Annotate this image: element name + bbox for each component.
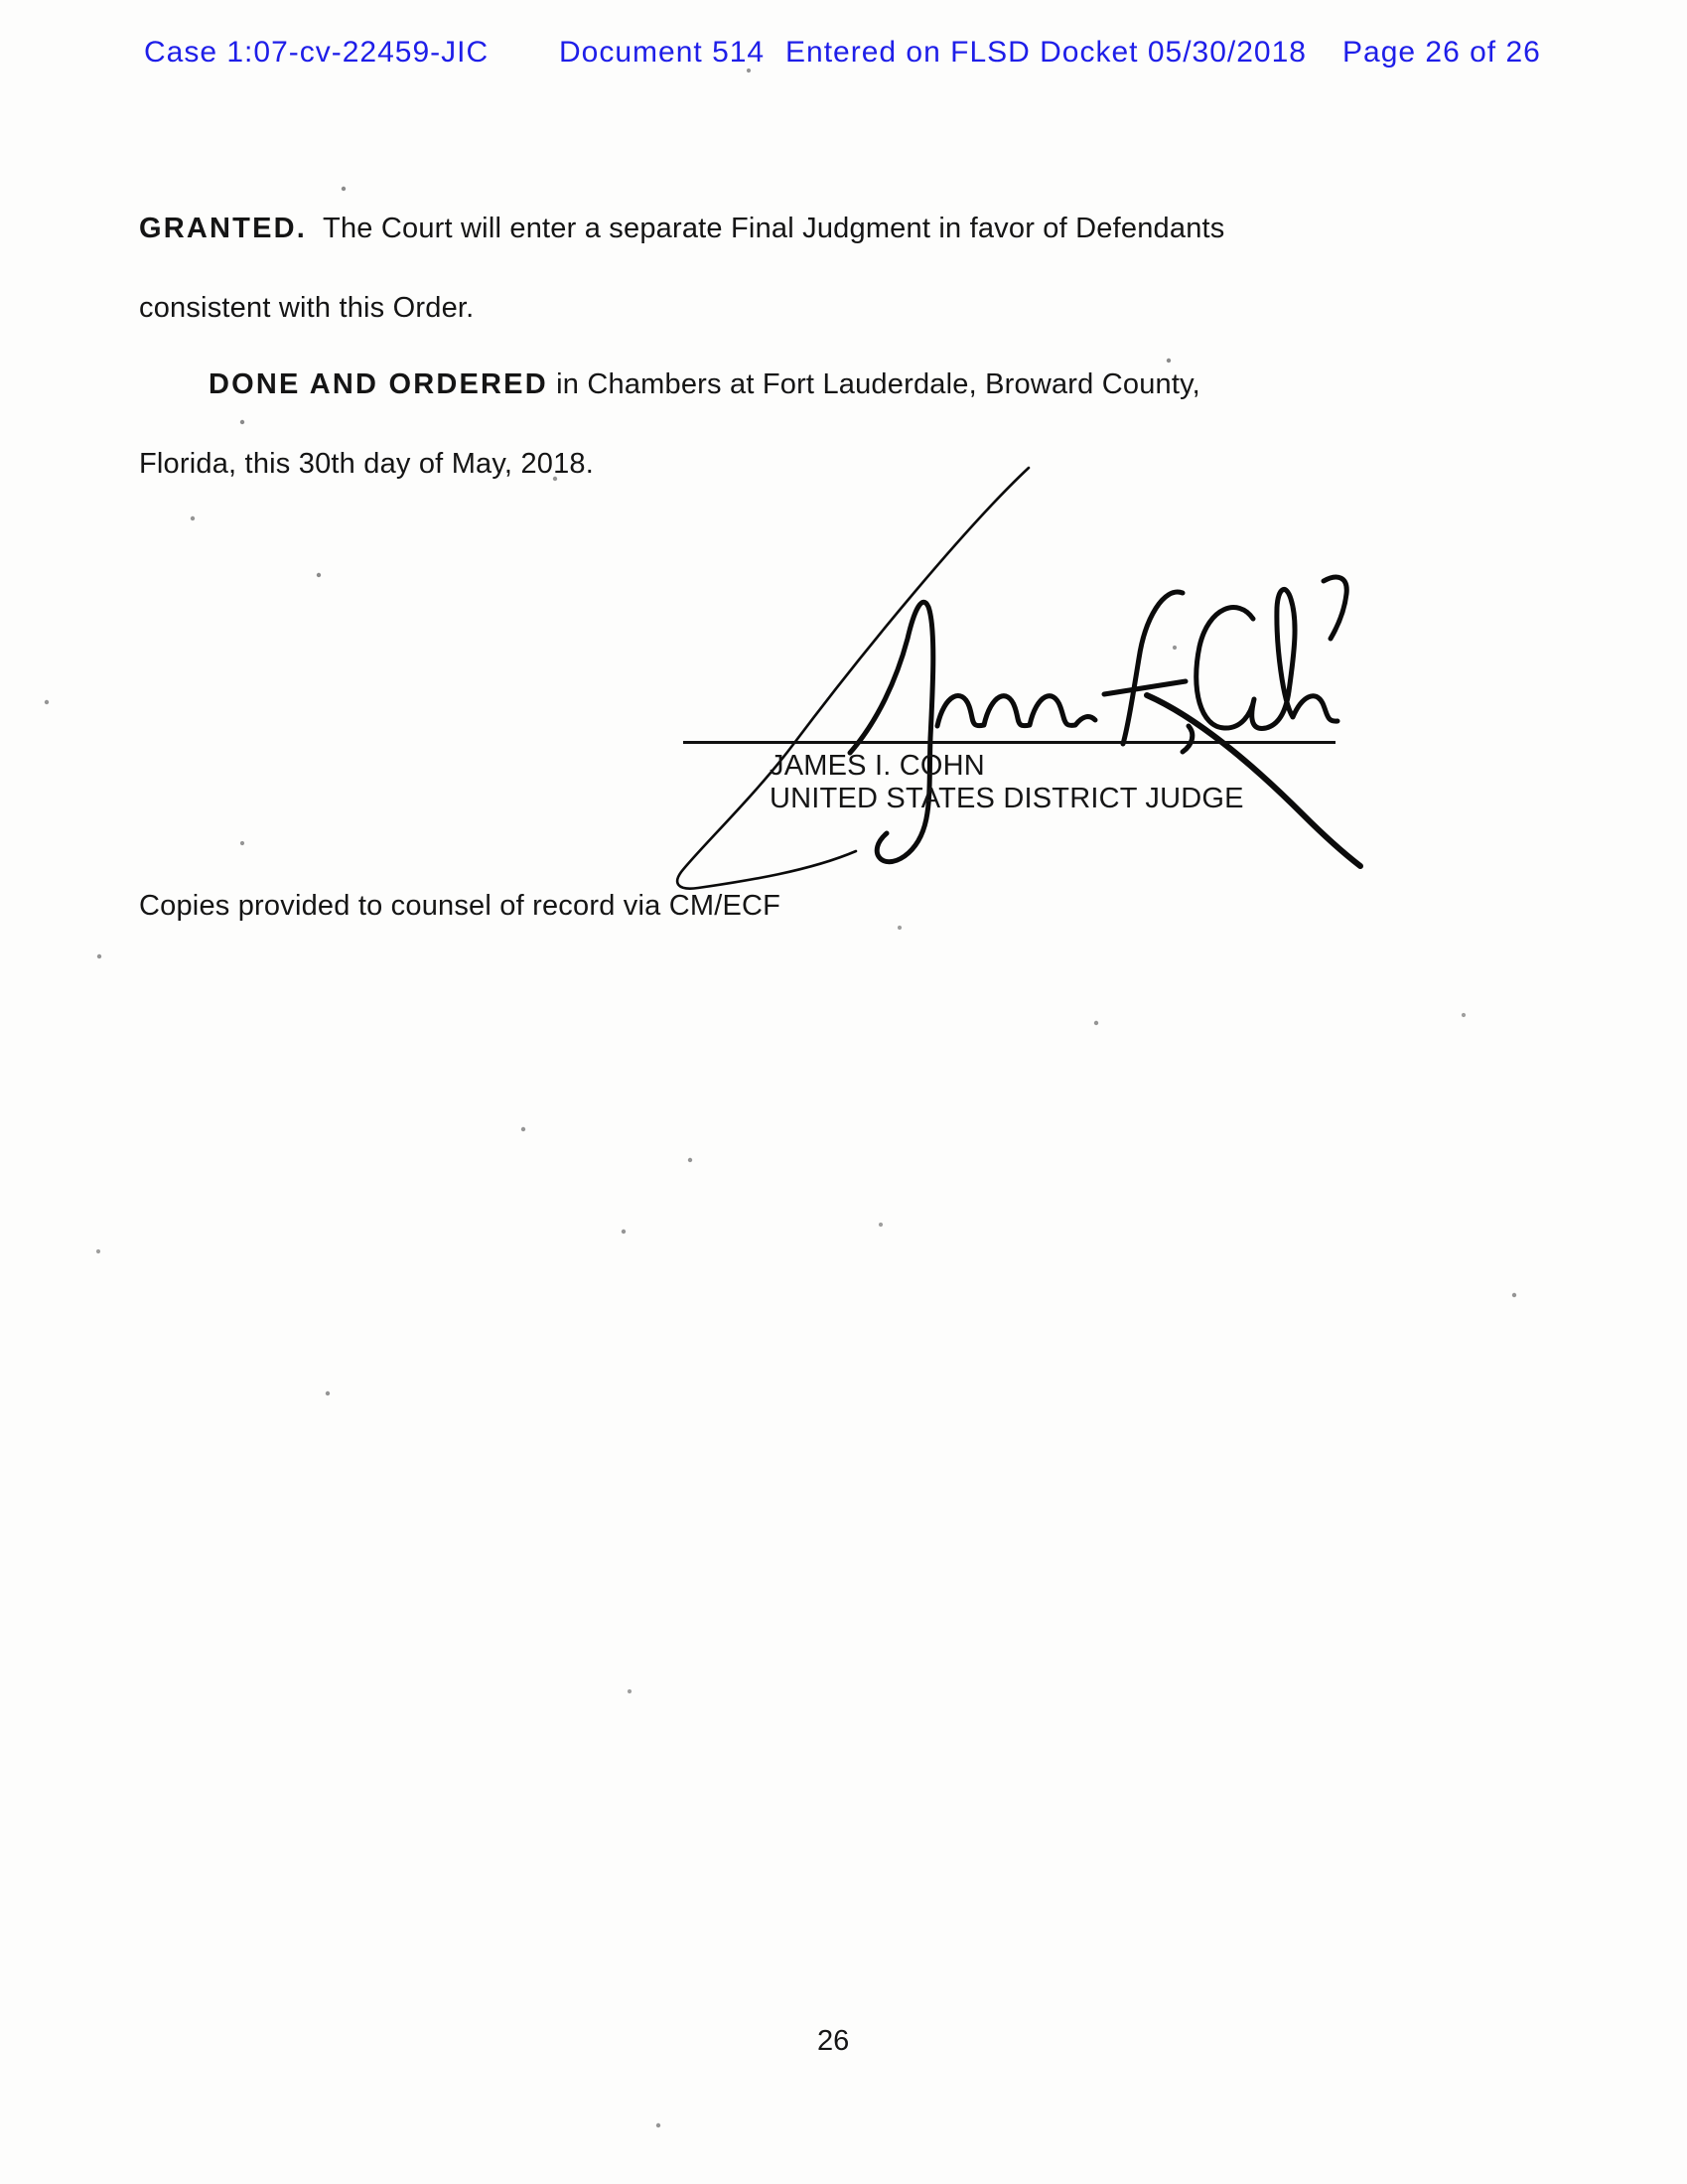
docket-document-number: Document 514 — [559, 36, 766, 69]
signature-line — [683, 741, 1336, 744]
order-paragraph-done-line1 — [209, 368, 1200, 401]
docket-case-number: Case 1:07-cv-22459-JIC — [144, 36, 490, 69]
granted-rest-text: The Court will enter a separate Final Judgment in favor of Defendants — [307, 213, 1225, 244]
done-rest-text: in Chambers at Fort Lauderdale, Broward County, — [547, 368, 1200, 400]
judge-handwritten-signature — [635, 422, 1410, 899]
judge-printed-title: UNITED STATES DISTRICT JUDGE — [770, 783, 1244, 814]
docket-entered-date: Entered on FLSD Docket 05/30/2018 — [785, 36, 1307, 69]
judge-printed-name: JAMES I. COHN — [770, 750, 985, 782]
order-paragraph-granted-line2: consistent with this Order. — [139, 292, 475, 324]
order-paragraph-done-line2: Florida, this 30th day of May, 2018. — [139, 448, 595, 480]
done-and-ordered-bold-text: DONE AND ORDERED — [209, 368, 548, 400]
page-number: 26 — [817, 2025, 850, 2057]
scan-speckles — [0, 0, 2, 2]
order-paragraph-granted-line1 — [139, 213, 1224, 245]
copies-note: Copies provided to counsel of record via CM/ECF — [139, 890, 781, 922]
docket-page-count: Page 26 of 26 — [1342, 36, 1541, 69]
granted-bold-text: GRANTED. — [139, 213, 308, 244]
